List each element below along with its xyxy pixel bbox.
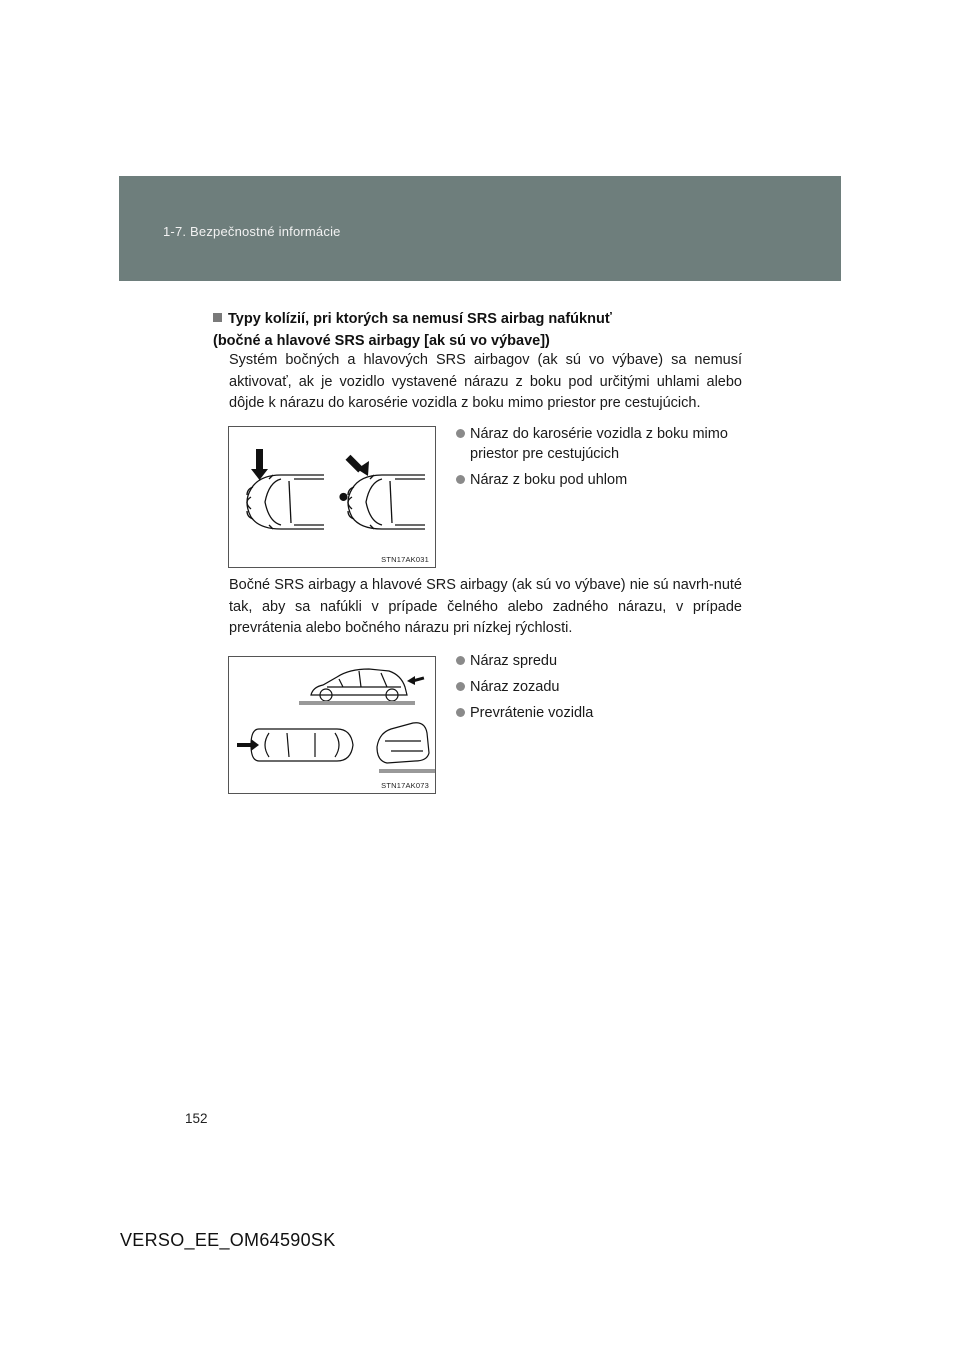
heading-line-1: Typy kolízií, pri ktorých sa nemusí SRS airbag nafúknuť — [228, 311, 612, 327]
paragraph-no-inflation-conditions: Bočné SRS airbagy a hlavové SRS airbagy (ak sú vo výbave) nie sú navrh-nuté tak, aby sa nafúkli v prípade čelného alebo zadného nárazu, v prípade prevrátenia alebo bočného nárazu pri nízkej rýchlosti. — [229, 577, 742, 636]
list-item: Náraz z boku pod uhlom — [456, 470, 756, 490]
chapter-title: 1-7. Bezpečnostné informácie — [163, 224, 341, 239]
side-impact-illustration — [229, 427, 435, 567]
figure-front-rear-rollover — [228, 656, 436, 794]
list-item: Náraz spredu — [456, 651, 756, 671]
figure-2-code: STN17AK073 — [381, 781, 429, 790]
front-rear-rollover-illustration — [229, 657, 435, 793]
figure-1-code: STN17AK031 — [381, 555, 429, 564]
section-heading — [213, 308, 753, 352]
heading-line-2: (bočné a hlavové SRS airbagy [ak sú vo výbave]) — [213, 333, 550, 349]
list-item: Prevrátenie vozidla — [456, 703, 756, 723]
bullet-dot-icon — [456, 656, 465, 665]
bullet-list-side-impact — [456, 424, 756, 496]
document-code: VERSO_EE_OM64590SK — [120, 1230, 336, 1250]
paragraph-side-airbag-conditions: Systém bočných a hlavových SRS airbagov (ak sú vo výbave) sa nemusí aktivovať, ak je vozidlo vystavené nárazu z boku pod určitými uhlami alebo dôjde k nárazu do karosérie vozidla z boku mimo priestor pre cestujúcich. — [229, 352, 742, 411]
bullet-dot-icon — [456, 475, 465, 484]
heading-square-icon — [213, 313, 222, 322]
list-item: Náraz zozadu — [456, 677, 756, 697]
list-item: Náraz do karosérie vozidla z boku mimo priestor pre cestujúcich — [456, 424, 756, 464]
bullet-dot-icon — [456, 429, 465, 438]
page-number: 152 — [185, 1111, 208, 1126]
bullet-list-other-collisions — [456, 651, 756, 729]
figure-side-impact — [228, 426, 436, 568]
bullet-dot-icon — [456, 708, 465, 717]
bullet-dot-icon — [456, 682, 465, 691]
svg-text:⬤: ⬤ — [339, 492, 348, 501]
chapter-header-band — [119, 176, 841, 281]
